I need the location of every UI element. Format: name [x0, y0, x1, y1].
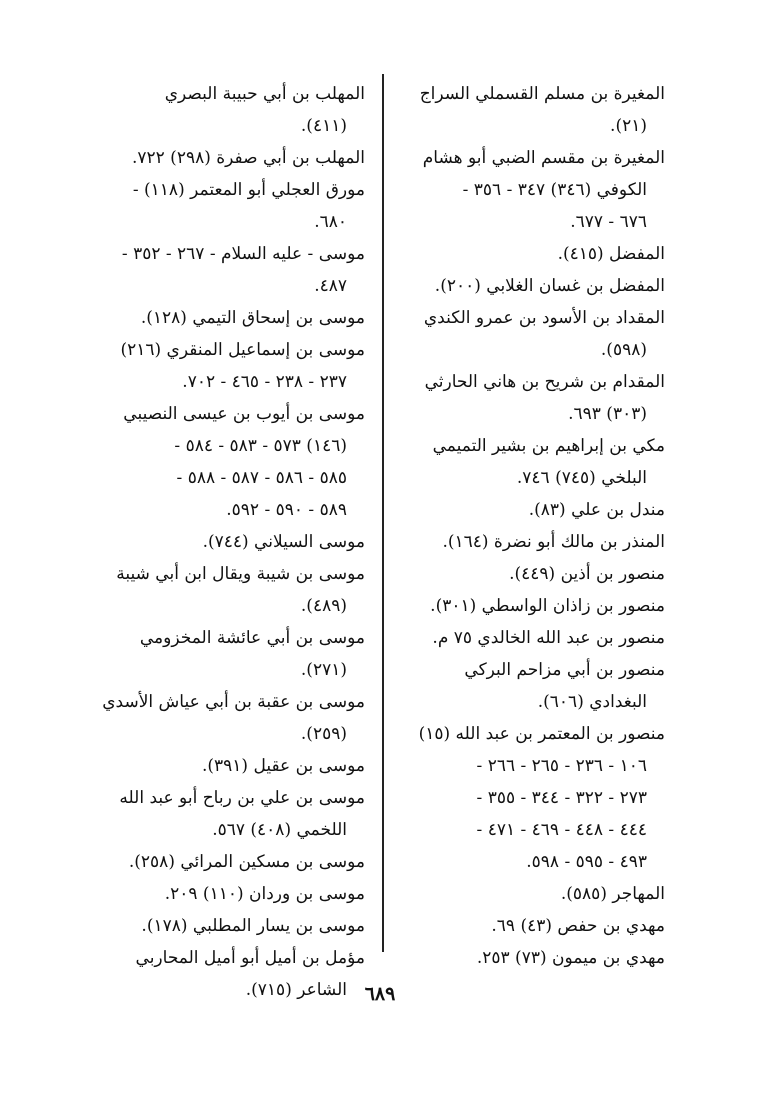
entry-continuation-line: (٥٩٨).: [600, 340, 647, 360]
entry-continuation-line: ٦٧٦ - ٦٧٧.: [570, 212, 647, 232]
entry-name-line: موسى بن إسماعيل المنقري (٢١٦): [120, 340, 365, 360]
entry-continuation-line: ٢٧٣ - ٣٢٢ - ٣٤٤ - ٣٥٥ -: [476, 788, 647, 808]
entry-name-line: المهاجر (٥٨٥).: [560, 884, 665, 904]
index-entry: [375, 590, 665, 622]
index-entry: [75, 558, 365, 622]
entry-continuation-line: (٤١١).: [300, 116, 347, 136]
entry-continuation-line: ٤٨٧.: [314, 276, 347, 296]
entry-name-line: المغيرة بن مقسم الضبي أبو هشام: [422, 148, 665, 168]
index-entry: [75, 238, 365, 302]
entry-name-line: موسى بن علي بن رباح أبو عبد الله: [119, 788, 365, 808]
entry-name-line: منصور بن المعتمر بن عبد الله (١٥): [418, 724, 665, 744]
index-entry: [75, 782, 365, 846]
entry-continuation-line: ٥٨٥ - ٥٨٦ - ٥٨٧ - ٥٨٨ -: [176, 468, 347, 488]
entry-name-line: المهلب بن أبي حبيبة البصري: [164, 84, 365, 104]
index-entry: [375, 718, 665, 878]
entry-name-line: منصور بن أبي مزاحم البركي: [464, 660, 665, 680]
entry-name-line: منصور بن عبد الله الخالدي ٧٥ م.: [432, 628, 665, 648]
entry-name-line: المغيرة بن مسلم القسملي السراج: [419, 84, 665, 104]
index-entry: [375, 878, 665, 910]
index-entry: [375, 366, 665, 430]
entry-continuation-line: الكوفي (٣٤٦) ٣٤٧ - ٣٥٦ -: [462, 180, 647, 200]
entry-name-line: المقداد بن الأسود بن عمرو الكندي: [423, 308, 665, 328]
entry-continuation-line: اللخمي (٤٠٨) ٥٦٧.: [212, 820, 347, 840]
index-entry: [375, 654, 665, 718]
index-entry: [75, 622, 365, 686]
entry-name-line: موسى بن وردان (١١٠) ٢٠٩.: [164, 884, 365, 904]
entry-name-line: موسى بن شيبة ويقال ابن أبي شيبة: [116, 564, 365, 584]
index-entry: [375, 910, 665, 942]
page-number: ٦٨٩: [364, 983, 396, 1005]
index-column-left: [75, 78, 365, 1006]
index-column-right: [375, 78, 665, 974]
entry-continuation-line: (٣٠٣) ٦٩٣.: [568, 404, 647, 424]
index-entry: [375, 238, 665, 270]
entry-name-line: موسى بن عقبة بن أبي عياش الأسدي: [102, 692, 365, 712]
entry-name-line: موسى بن إسحاق التيمي (١٢٨).: [140, 308, 365, 328]
index-entry: [375, 430, 665, 494]
entry-name-line: مكي بن إبراهيم بن بشير التميمي: [432, 436, 665, 456]
entry-continuation-line: ٤٩٣ - ٥٩٥ - ٥٩٨.: [526, 852, 647, 872]
entry-continuation-line: ٤٤٤ - ٤٤٨ - ٤٦٩ - ٤٧١ -: [476, 820, 647, 840]
entry-continuation-line: (٢٥٩).: [300, 724, 347, 744]
entry-continuation-line: (٤٨٩).: [300, 596, 347, 616]
entry-name-line: المقدام بن شريح بن هاني الحارثي: [424, 372, 665, 392]
index-entry: [75, 78, 365, 142]
column-divider: [382, 74, 384, 952]
index-entry: [75, 686, 365, 750]
entry-continuation-line: (٢١).: [610, 116, 647, 136]
entry-continuation-line: (١٤٦) ٥٧٣ - ٥٨٣ - ٥٨٤ -: [174, 436, 347, 456]
entry-continuation-line: البغدادي (٦٠٦).: [537, 692, 647, 712]
index-entry: [375, 302, 665, 366]
index-entry: [375, 558, 665, 590]
index-entry: [75, 750, 365, 782]
index-entry: [375, 942, 665, 974]
entry-name-line: مورق العجلي أبو المعتمر (١١٨) -: [132, 180, 365, 200]
entry-continuation-line: البلخي (٧٤٥) ٧٤٦.: [516, 468, 647, 488]
entry-name-line: موسى السيلاني (٧٤٤).: [202, 532, 365, 552]
entry-name-line: منصور بن أذين (٤٤٩).: [509, 564, 665, 584]
entry-name-line: موسى بن عقيل (٣٩١).: [201, 756, 365, 776]
entry-name-line: منصور بن زاذان الواسطي (٣٠١).: [430, 596, 665, 616]
index-entry: [75, 398, 365, 526]
index-entry: [375, 270, 665, 302]
entry-name-line: موسى بن أبي عائشة المخزومي: [139, 628, 365, 648]
index-entry: [75, 142, 365, 174]
entry-name-line: المفضل بن غسان الغلابي (٢٠٠).: [434, 276, 665, 296]
entry-name-line: مهدي بن حفص (٤٣) ٦٩.: [491, 916, 665, 936]
entry-name-line: المنذر بن مالك أبو نضرة (١٦٤).: [442, 532, 665, 552]
entry-name-line: مؤمل بن أميل أبو أميل المحاربي: [135, 948, 365, 968]
index-entry: [75, 334, 365, 398]
entry-continuation-line: ١٠٦ - ٢٣٦ - ٢٦٥ - ٢٦٦ -: [476, 756, 647, 776]
index-entry: [375, 142, 665, 238]
entry-continuation-line: ٦٨٠.: [314, 212, 347, 232]
entry-continuation-line: الشاعر (٧١٥).: [245, 980, 347, 1000]
entry-name-line: موسى بن يسار المطلبي (١٧٨).: [141, 916, 365, 936]
index-entry: [375, 78, 665, 142]
index-entry: [75, 174, 365, 238]
index-entry: [75, 910, 365, 942]
entry-name-line: مهدي بن ميمون (٧٣) ٢٥٣.: [476, 948, 665, 968]
entry-name-line: المهلب بن أبي صفرة (٢٩٨) ٧٢٢.: [131, 148, 365, 168]
index-entry: [75, 878, 365, 910]
entry-name-line: المفضل (٤١٥).: [557, 244, 665, 264]
index-entry: [75, 302, 365, 334]
index-entry: [375, 526, 665, 558]
entry-continuation-line: (٢٧١).: [300, 660, 347, 680]
entry-name-line: موسى بن أيوب بن عيسى النصيبي: [123, 404, 365, 424]
entry-continuation-line: ٥٨٩ - ٥٩٠ - ٥٩٢.: [226, 500, 347, 520]
entry-continuation-line: ٢٣٧ - ٢٣٨ - ٤٦٥ - ٧٠٢.: [182, 372, 347, 392]
entry-name-line: موسى - عليه السلام - ٢٦٧ - ٣٥٢ -: [121, 244, 365, 264]
index-entry: [375, 622, 665, 654]
index-entry: [75, 526, 365, 558]
entry-name-line: موسى بن مسكين المرائي (٢٥٨).: [128, 852, 365, 872]
index-entry: [375, 494, 665, 526]
index-entry: [75, 846, 365, 878]
entry-name-line: مندل بن علي (٨٣).: [528, 500, 665, 520]
